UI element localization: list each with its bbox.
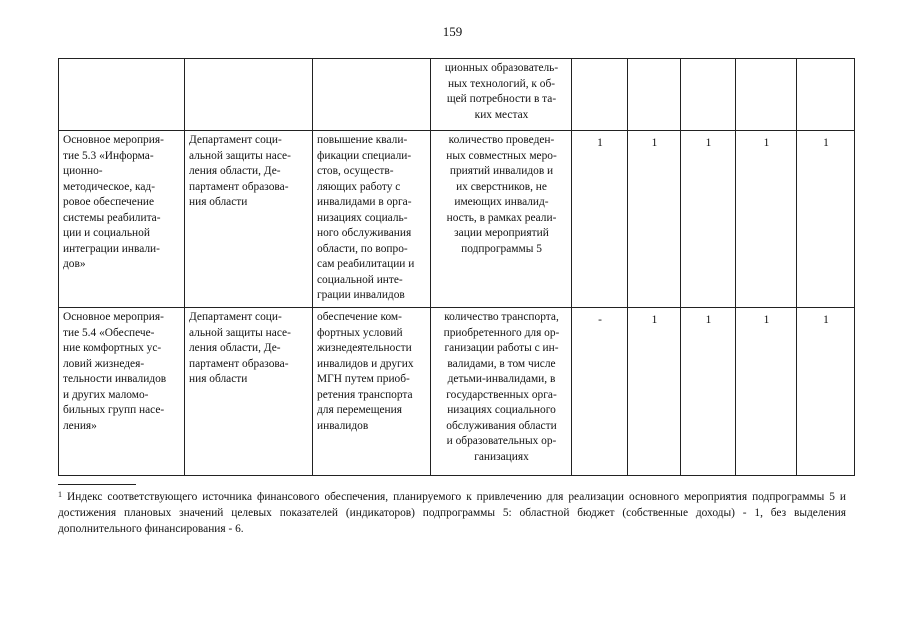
- cell-text-line: области, по вопро-: [317, 242, 408, 255]
- cell-text-line: МГН путем приоб-: [317, 373, 410, 385]
- program-table: [58, 58, 855, 476]
- cell-text-line: ного обслуживания: [317, 227, 412, 239]
- value-cell: 1: [628, 308, 681, 476]
- value-cell: [572, 59, 628, 131]
- cell-text-line: количество транспорта,: [444, 311, 559, 323]
- cell-text-line: ловий жизнедея-: [63, 357, 145, 370]
- cell-text-line: валидами, в том числе: [447, 357, 556, 370]
- cell-text-line: ления области, Де-: [189, 342, 281, 354]
- cell-text-line: имеющих инвалид-: [454, 196, 549, 208]
- cell-text-line: ние комфортных ус-: [63, 342, 162, 354]
- cell-text-line: альной защиты насе-: [189, 326, 291, 339]
- cell-text-line: и других маломо-: [63, 388, 149, 401]
- cell-text-line: системы реабилита-: [63, 211, 161, 224]
- footnote-rule: [58, 484, 136, 485]
- value-cell: -: [572, 308, 628, 476]
- result-cell: [313, 308, 431, 476]
- cell-text-line: бильных групп насе-: [63, 404, 165, 416]
- table-row: [59, 131, 855, 308]
- cell-text-line: партамент образова-: [189, 180, 289, 193]
- cell-text-line: ния области: [189, 196, 248, 208]
- cell-text-line: ления области, Де-: [189, 165, 281, 177]
- cell-text-line: детьми-инвалидами, в: [447, 373, 556, 385]
- result-cell: [313, 131, 431, 308]
- cell-text-line: тельности инвалидов: [63, 373, 167, 385]
- cell-text-line: низациях социального: [447, 404, 556, 416]
- cell-text-line: приобретенного для ор-: [443, 326, 560, 339]
- page-number: 159: [442, 24, 463, 39]
- cell-text-line: их сверстников, не: [456, 180, 547, 193]
- cell-text-line: инвалидов: [317, 419, 369, 432]
- cell-text-line: ции и социальной: [63, 227, 150, 239]
- cell-text-line: ганизациях: [474, 450, 529, 463]
- value-cell: 1: [797, 131, 855, 308]
- result-cell: [313, 59, 431, 131]
- cell-text-line: тие 5.3 «Информа-: [63, 149, 154, 162]
- cell-text-line: ких местах: [474, 108, 529, 121]
- cell-text-line: повышение квали-: [317, 134, 408, 146]
- cell-text-line: грации инвалидов: [317, 289, 405, 301]
- value-cell: [736, 59, 797, 131]
- cell-text-line: ционно-: [63, 165, 103, 177]
- value-cell: 1: [572, 131, 628, 308]
- cell-text-line: Департамент соци-: [189, 311, 282, 323]
- cell-text-line: фортных условий: [317, 326, 403, 339]
- executor-cell: [185, 308, 313, 476]
- cell-text-line: обеспечение ком-: [317, 311, 402, 323]
- value-cell: 1: [681, 308, 736, 476]
- cell-text-line: ляющих работу с: [317, 180, 401, 193]
- value-cell: [797, 59, 855, 131]
- value-cell: [628, 59, 681, 131]
- cell-text-line: дов»: [63, 258, 86, 270]
- value-cell: 1: [681, 131, 736, 308]
- footnote: [58, 489, 846, 537]
- cell-text-line: методическое, кад-: [63, 180, 156, 193]
- cell-text-line: подпрограммы 5: [461, 242, 542, 255]
- cell-text-line: ганизации работы с ин-: [444, 342, 559, 354]
- cell-text-line: ния области: [189, 373, 248, 385]
- cell-text-line: зации мероприятий: [454, 227, 549, 239]
- cell-text-line: жизнедеятельности: [317, 342, 412, 354]
- value-cell: 1: [736, 131, 797, 308]
- cell-text-line: ретения транспорта: [317, 388, 413, 401]
- executor-cell: [185, 59, 313, 131]
- value-cell: 1: [797, 308, 855, 476]
- value-cell: [681, 59, 736, 131]
- indicator-cell: [431, 308, 572, 476]
- cell-text-line: сам реабилитации и: [317, 258, 415, 270]
- activity-cell: [59, 308, 185, 476]
- cell-text-line: партамент образова-: [189, 357, 289, 370]
- footnote-marker: 1: [58, 490, 62, 499]
- executor-cell: [185, 131, 313, 308]
- cell-text-line: и образовательных ор-: [446, 435, 557, 447]
- cell-text-line: инвалидами в орга-: [317, 196, 412, 208]
- cell-text-line: стов, осуществ-: [317, 165, 394, 177]
- cell-text-line: обслуживания области: [446, 419, 557, 432]
- cell-text-line: альной защиты насе-: [189, 149, 291, 162]
- activity-cell: [59, 59, 185, 131]
- table-row: [59, 59, 855, 131]
- table-row: [59, 308, 855, 476]
- cell-text-line: Департамент соци-: [189, 134, 282, 146]
- cell-text-line: социальной инте-: [317, 273, 403, 286]
- cell-text-line: ления»: [63, 419, 97, 432]
- cell-text-line: щей потребности в та-: [446, 93, 557, 105]
- cell-text-line: ных технологий, к об-: [447, 77, 556, 90]
- cell-text-line: Основное мероприя-: [63, 311, 164, 323]
- value-cell: 1: [628, 131, 681, 308]
- indicator-cell: [431, 59, 572, 131]
- cell-text-line: Основное мероприя-: [63, 134, 164, 146]
- cell-text-line: ровое обеспечение: [63, 196, 155, 208]
- cell-text-line: инвалидов и других: [317, 357, 414, 370]
- cell-text-line: интеграции инвали-: [63, 242, 160, 255]
- cell-text-line: низациях социаль-: [317, 211, 408, 224]
- cell-text-line: ных совместных меро-: [446, 149, 557, 162]
- value-cell: 1: [736, 308, 797, 476]
- footnote-text: Индекс соответствующего источника финансового обеспечения, планируемого к привлечению для реализации основного мероприятия подпрограммы 5 и достижения плановых значений целевых показателей (индикаторов) подпрограммы 5: областной бюджет (собственные доходы) - 1, без выделения дополнительного финансирования - 6.: [58, 491, 846, 535]
- indicator-cell: [431, 131, 572, 308]
- cell-text-line: количество проведен-: [448, 134, 555, 146]
- cell-text-line: ционных образователь-: [444, 62, 559, 74]
- cell-text-line: государственных орга-: [446, 388, 557, 401]
- cell-text-line: тие 5.4 «Обеспече-: [63, 326, 155, 339]
- cell-text-line: приятий инвалидов и: [449, 165, 554, 177]
- cell-text-line: фикации специали-: [317, 149, 412, 162]
- cell-text-line: для перемещения: [317, 404, 402, 416]
- cell-text-line: ность, в рамках реали-: [446, 211, 557, 224]
- activity-cell: [59, 131, 185, 308]
